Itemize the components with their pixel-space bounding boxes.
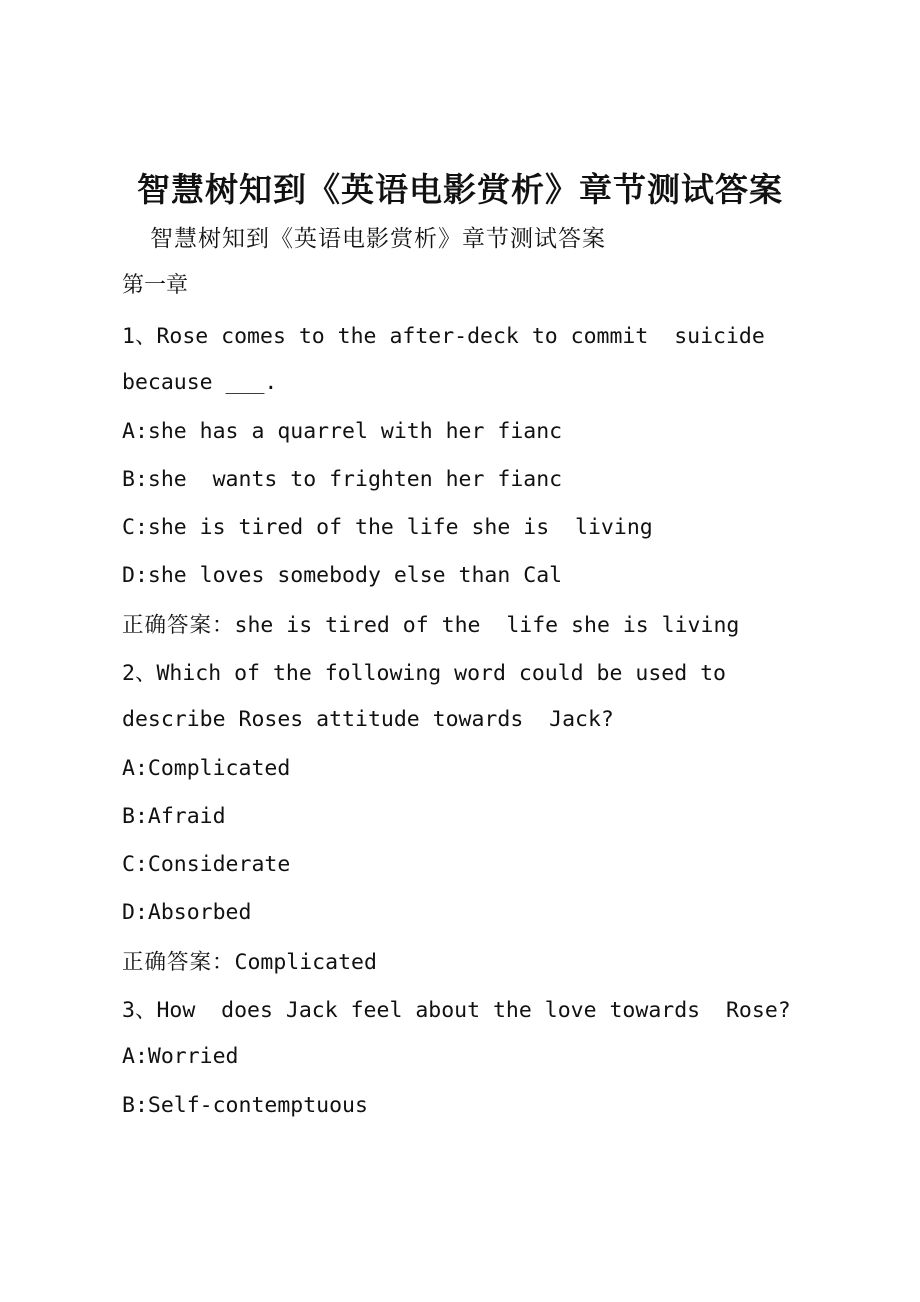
question-3-text: 3、How does Jack feel about the love towards Rose? (122, 998, 791, 1023)
answer-label: 正确答案： (122, 950, 235, 975)
question-3-option-a: A:Worried (122, 1044, 239, 1069)
question-1-option-d: D:she loves somebody else than Cal (122, 563, 563, 588)
question-3-option-b: B:Self-contemptuous (122, 1093, 368, 1118)
question-1-text-cont: because ___. (122, 370, 278, 395)
question-2-option-c: C:Considerate (122, 852, 291, 877)
answer-value: she is tired of the life she is living (234, 613, 740, 638)
question-1-answer (122, 608, 739, 639)
answer-label: 正确答案： (122, 613, 235, 638)
question-2-answer (122, 945, 377, 976)
question-2-text: 2、Which of the following word could be used to (122, 661, 726, 686)
question-2-text-cont: describe Roses attitude towards Jack? (122, 707, 614, 732)
document-subtitle: 智慧树知到《英语电影赏析》章节测试答案 (150, 226, 606, 252)
question-1-option-a: A:she has a quarrel with her fianc (122, 419, 563, 444)
question-2-option-b: B:Afraid (122, 804, 226, 829)
answer-value: Complicated (234, 950, 377, 975)
question-1-option-b: B:she wants to frighten her fianc (122, 467, 563, 492)
question-2-option-a: A:Complicated (122, 756, 291, 781)
document-title: 智慧树知到《英语电影赏析》章节测试答案 (137, 170, 783, 209)
question-2-option-d: D:Absorbed (122, 900, 252, 925)
chapter-heading: 第一章 (122, 273, 189, 298)
question-1-text: 1、Rose comes to the after-deck to commit suicide (122, 324, 765, 349)
question-1-option-c: C:she is tired of the life she is living (122, 515, 653, 540)
